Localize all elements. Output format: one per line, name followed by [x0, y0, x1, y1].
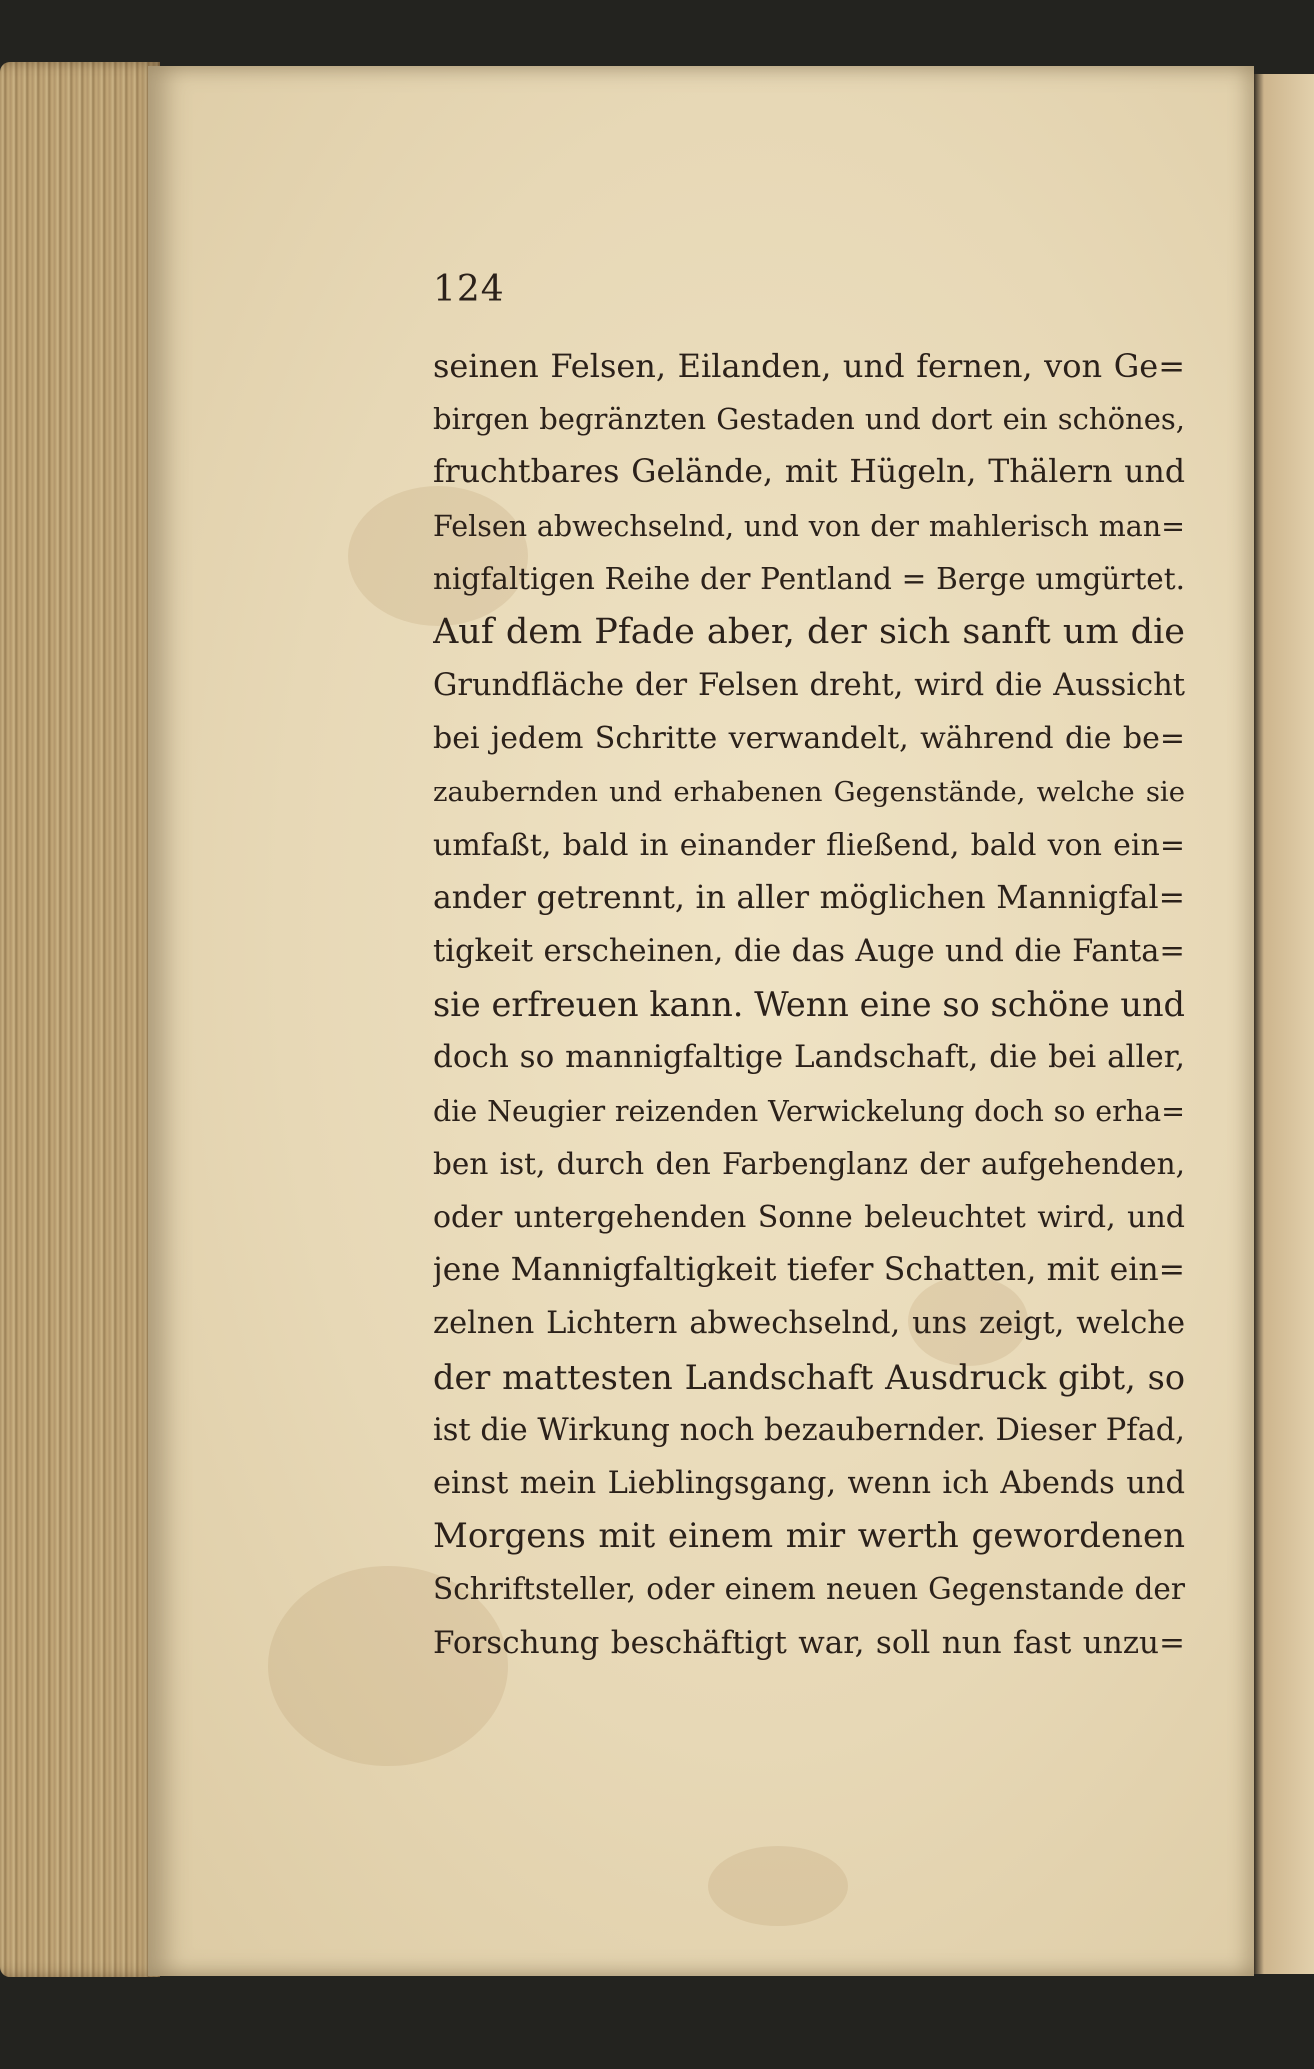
text-line: nigfaltigen Reihe der Pentland = Berge umgürtet. — [433, 561, 1185, 596]
text-line: oder untergehenden Sonne beleuchtet wird, und — [433, 1200, 1185, 1235]
text-line: birgen begränzten Gestaden und dort ein schönes, — [433, 402, 1185, 437]
page-edges — [0, 62, 160, 1977]
text-line: zelnen Lichtern abwechselnd, uns zeigt, welche — [433, 1306, 1185, 1342]
text-line: der mattesten Landschaft Ausdruck gibt, so — [433, 1357, 1185, 1397]
text-line: tigkeit erscheinen, die das Auge und die Fanta= — [433, 934, 1185, 970]
text-line: fruchtbares Gelände, mit Hügeln, Thälern und — [433, 454, 1185, 491]
page-number: 124 — [433, 269, 505, 310]
text-line: seinen Felsen, Eilanden, und fernen, von Ge= — [433, 347, 1185, 385]
text-line: ben ist, durch den Farbenglanz der aufgehenden, — [433, 1146, 1185, 1181]
text-line: Auf dem Pfade aber, der sich sanft um die — [433, 611, 1185, 652]
text-line: die Neugier reizenden Verwickelung doch so erha= — [433, 1094, 1185, 1128]
text-line: Forschung beschäftigt war, soll nun fast unzu= — [433, 1624, 1185, 1661]
text-line: ist die Wirkung noch bezaubernder. Dieser Pfad, — [433, 1412, 1185, 1448]
text-line: Schriftsteller, oder einem neuen Gegenstande der — [433, 1572, 1185, 1607]
text-line: Felsen abwechselnd, und von der mahlerisch man= — [433, 509, 1185, 543]
facing-page-edge — [1254, 74, 1314, 1974]
text-line: jene Mannigfaltigkeit tiefer Schatten, mit ein= — [433, 1252, 1185, 1289]
paper-stain — [708, 1846, 848, 1926]
page-text — [433, 268, 1185, 1670]
text-line: umfaßt, bald in einander fließend, bald von ein= — [433, 827, 1185, 863]
text-line: einst mein Lieblingsgang, wenn ich Abends und — [433, 1465, 1185, 1501]
text-line: Grundfläche der Felsen dreht, wird die Aussicht — [433, 668, 1185, 704]
text-line: sie erfreuen kann. Wenn eine so schöne und — [433, 985, 1185, 1025]
text-line: doch so mannigfaltige Landschaft, die bei aller, — [433, 1039, 1185, 1076]
text-line: ander getrennt, in aller möglichen Mannigfal= — [433, 879, 1185, 916]
text-line: Morgens mit einem mir werth gewordenen — [433, 1516, 1185, 1557]
text-line: bei jedem Schritte verwandelt, während die be= — [433, 721, 1185, 757]
text-line: zaubernden und erhabenen Gegenstände, welche sie — [433, 775, 1185, 808]
